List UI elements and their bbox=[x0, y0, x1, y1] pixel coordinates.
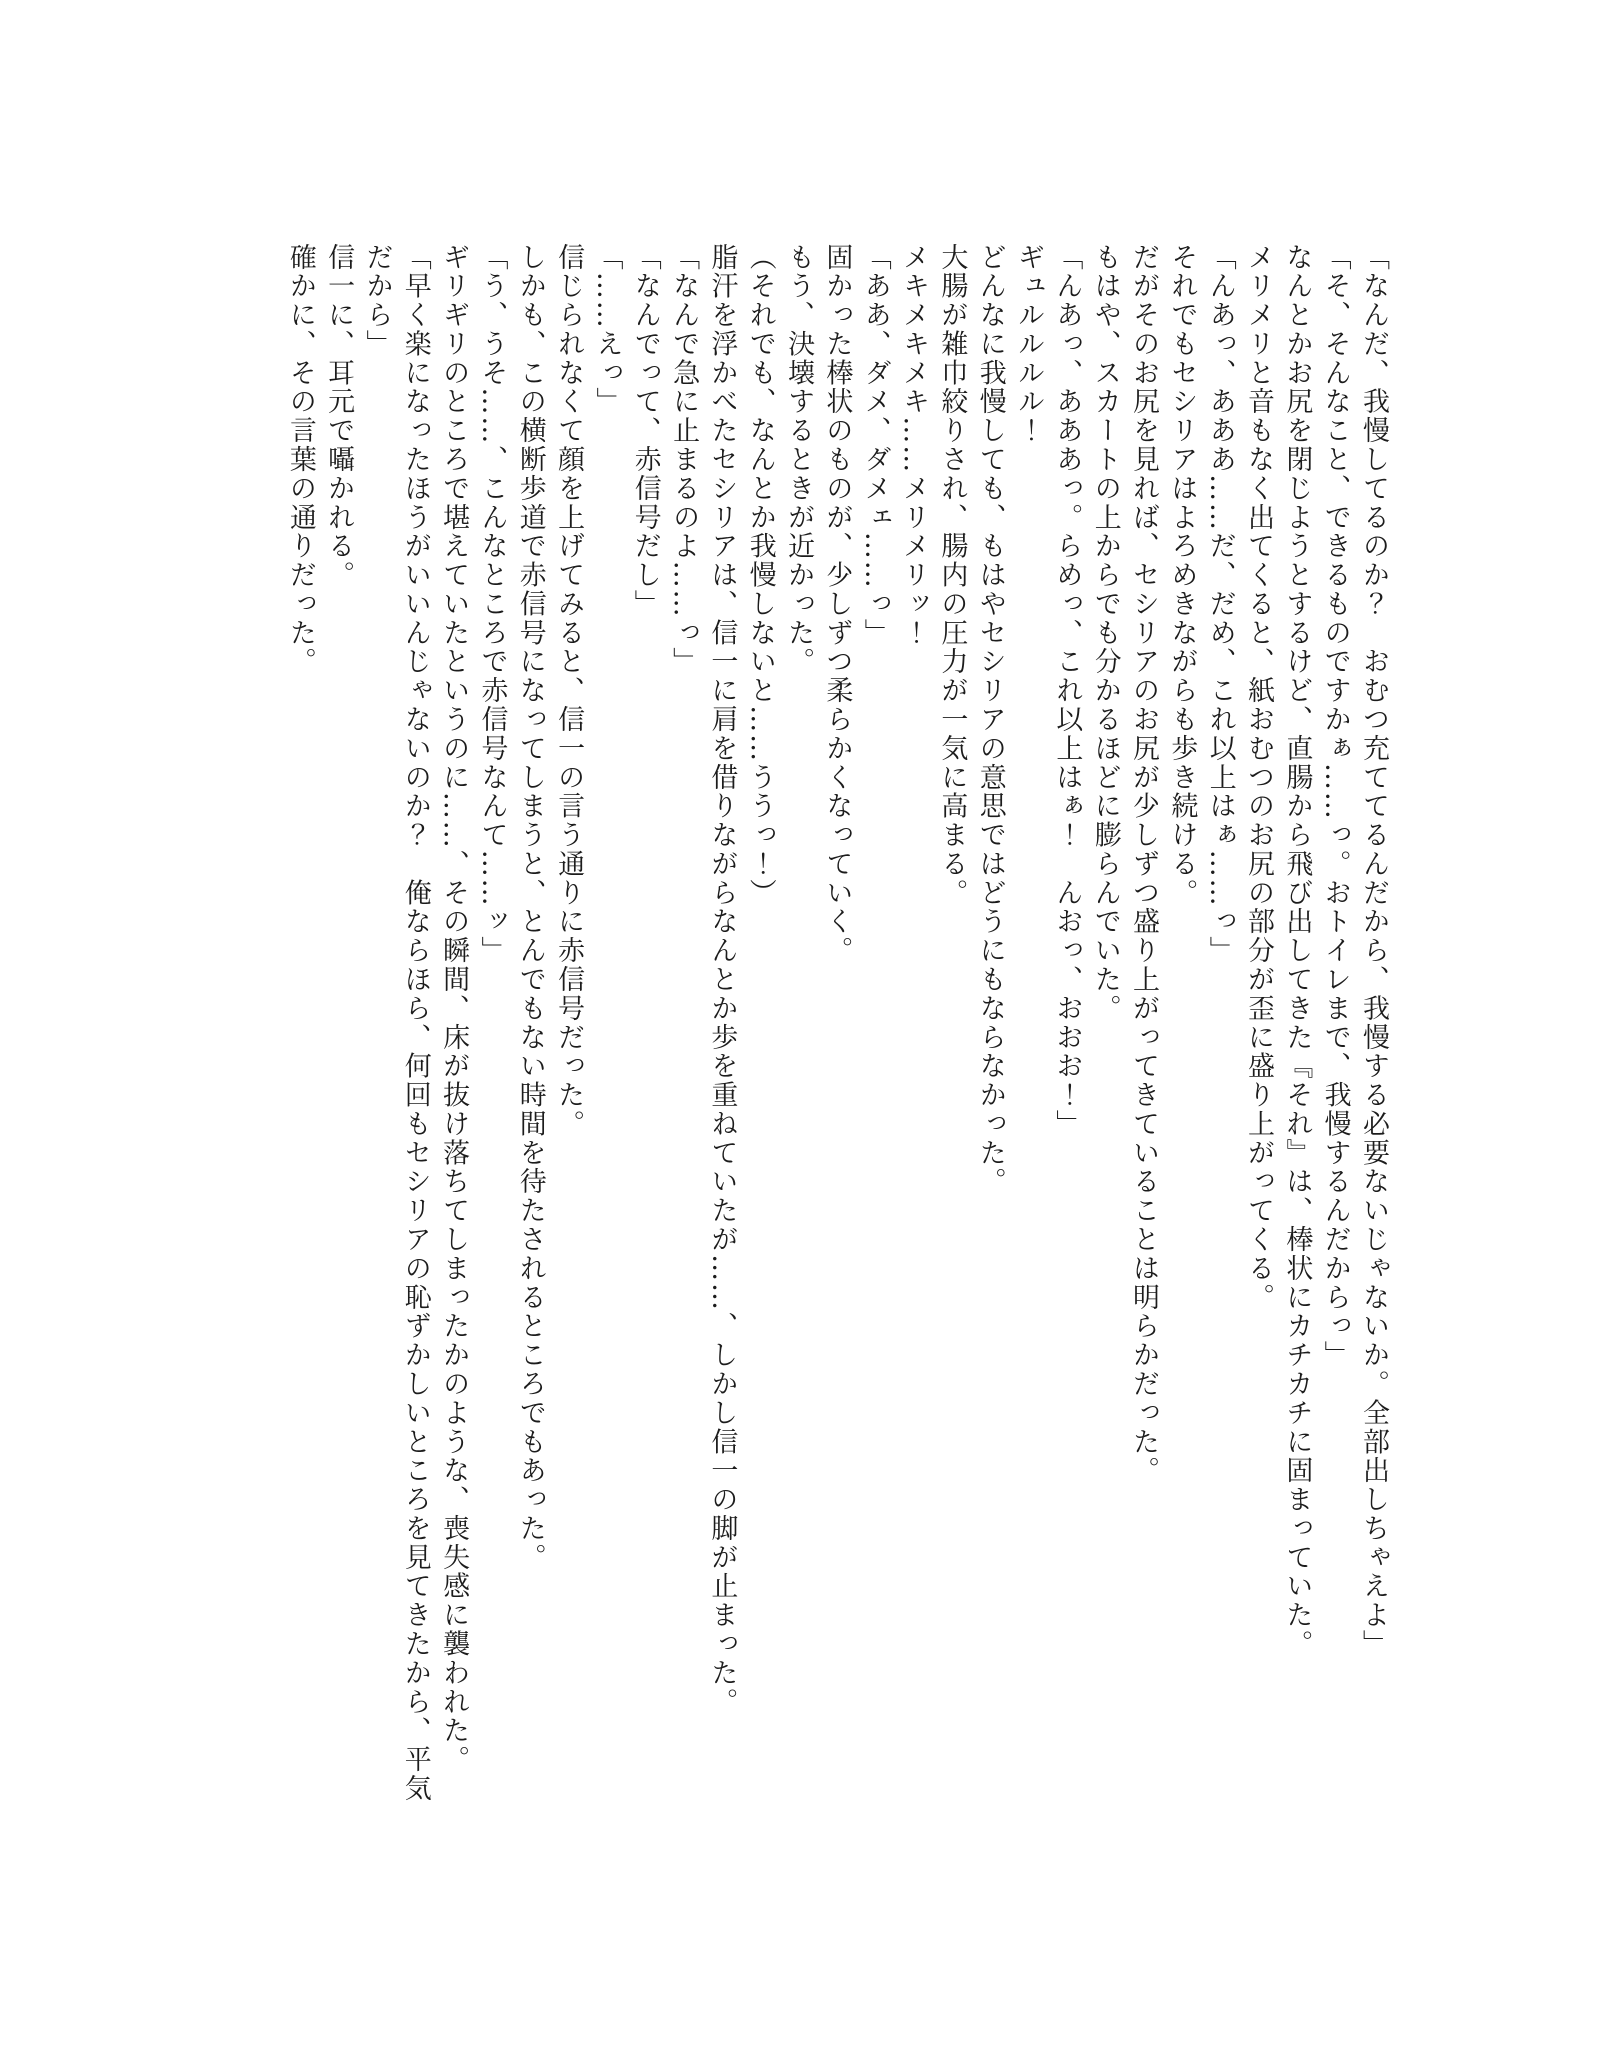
paragraph-narration: 信じられなくて顔を上げてみると、信一の言う通りに赤信号だった。 bbox=[553, 243, 585, 1139]
paragraph-dialogue: 「ああ、ダメ、ダメェ……っ」 bbox=[859, 243, 891, 648]
vertical-text-block bbox=[280, 243, 1392, 1825]
paragraph-dialogue: 「なんで急に止まるのよ……っ」 bbox=[668, 243, 700, 677]
paragraph-sfx: メキメキメキ……メリメリッ！ bbox=[898, 243, 930, 648]
paragraph-dialogue: 「そ、そんなこと、できるものですかぁ……っ。おトイレまで、我慢するんだからっ」 bbox=[1319, 243, 1351, 1370]
paragraph-narration: 確かに、その言葉の通りだった。 bbox=[284, 243, 316, 677]
paragraph-dialogue: 「んあっ、あああ……だ、だめ、これ以上はぁ……っ」 bbox=[1204, 243, 1236, 966]
paragraph-narration: 固かった棒状のものが、少しずつ柔らかくなっていく。 bbox=[821, 243, 853, 966]
paragraph-narration: 大腸が雑巾絞りされ、腸内の圧力が一気に高まる。 bbox=[936, 243, 968, 908]
paragraph-narration: もはや、スカートの上からでも分かるほどに膨らんでいた。 bbox=[1089, 243, 1121, 1024]
paragraph-narration: メリメリと音もなく出てくると、紙おむつのお尻の部分が歪に盛り上がってくる。 bbox=[1243, 243, 1275, 1312]
paragraph-dialogue: 「なんでって、赤信号だし」 bbox=[629, 243, 661, 619]
paragraph-thought: （それでも、なんとか我慢しないと……ううっ！） bbox=[744, 243, 776, 908]
paragraph-dialogue: 「んあっ、あああっ。らめっ、これ以上はぁ！ んおっ、おおお！」 bbox=[1051, 243, 1083, 1139]
paragraph-narration: それでもセシリアはよろめきながらも歩き続ける。 bbox=[1166, 243, 1198, 908]
paragraph-narration: どんなに我慢しても、もはやセシリアの意思ではどうにもならなかった。 bbox=[974, 243, 1006, 1197]
paragraph-narration: だがそのお尻を見れば、セシリアのお尻が少しずつ盛り上がってきていることは明らかだった。 bbox=[1128, 243, 1160, 1486]
paragraph-narration: なんとかお尻を閉じようとするけど、直腸から飛び出してきた『それ』は、棒状にカチカチに固まっていた。 bbox=[1281, 243, 1313, 1659]
paragraph-narration: もう、決壊するときが近かった。 bbox=[783, 243, 815, 677]
paragraph-dialogue: 「う、うそ……、こんなところで赤信号なんて……ッ」 bbox=[476, 243, 508, 966]
paragraph-dialogue: 「なんだ、我慢してるのか？ おむつ充ててるんだから、我慢する必要ないじゃないか。全部出しちゃえよ」 bbox=[1358, 243, 1389, 1659]
paragraph-sfx: ギュルルルル！ bbox=[1013, 243, 1045, 446]
paragraph-dialogue: 「早く楽になったほうがいいんじゃないのか？ 俺ならほら、何回もセシリアの恥ずかしいところを見てきたから、平気だから」 bbox=[361, 243, 431, 1804]
paragraph-narration: 脂汗を浮かべたセシリアは、信一に肩を借りながらなんとか歩を重ねていたが……、しかし信一の脚が止まった。 bbox=[706, 243, 738, 1717]
paragraph-dialogue: 「……えっ」 bbox=[591, 243, 623, 417]
paragraph-narration: ギリギリのところで堪えていたというのに……、その瞬間、床が抜け落ちてしまったかのような、喪失感に襲われた。 bbox=[438, 243, 470, 1775]
paragraph-narration: しかも、この横断歩道で赤信号になってしまうと、とんでもない時間を待たされるところでもあった。 bbox=[514, 243, 546, 1572]
paragraph-narration: 信一に、耳元で囁かれる。 bbox=[323, 243, 355, 590]
